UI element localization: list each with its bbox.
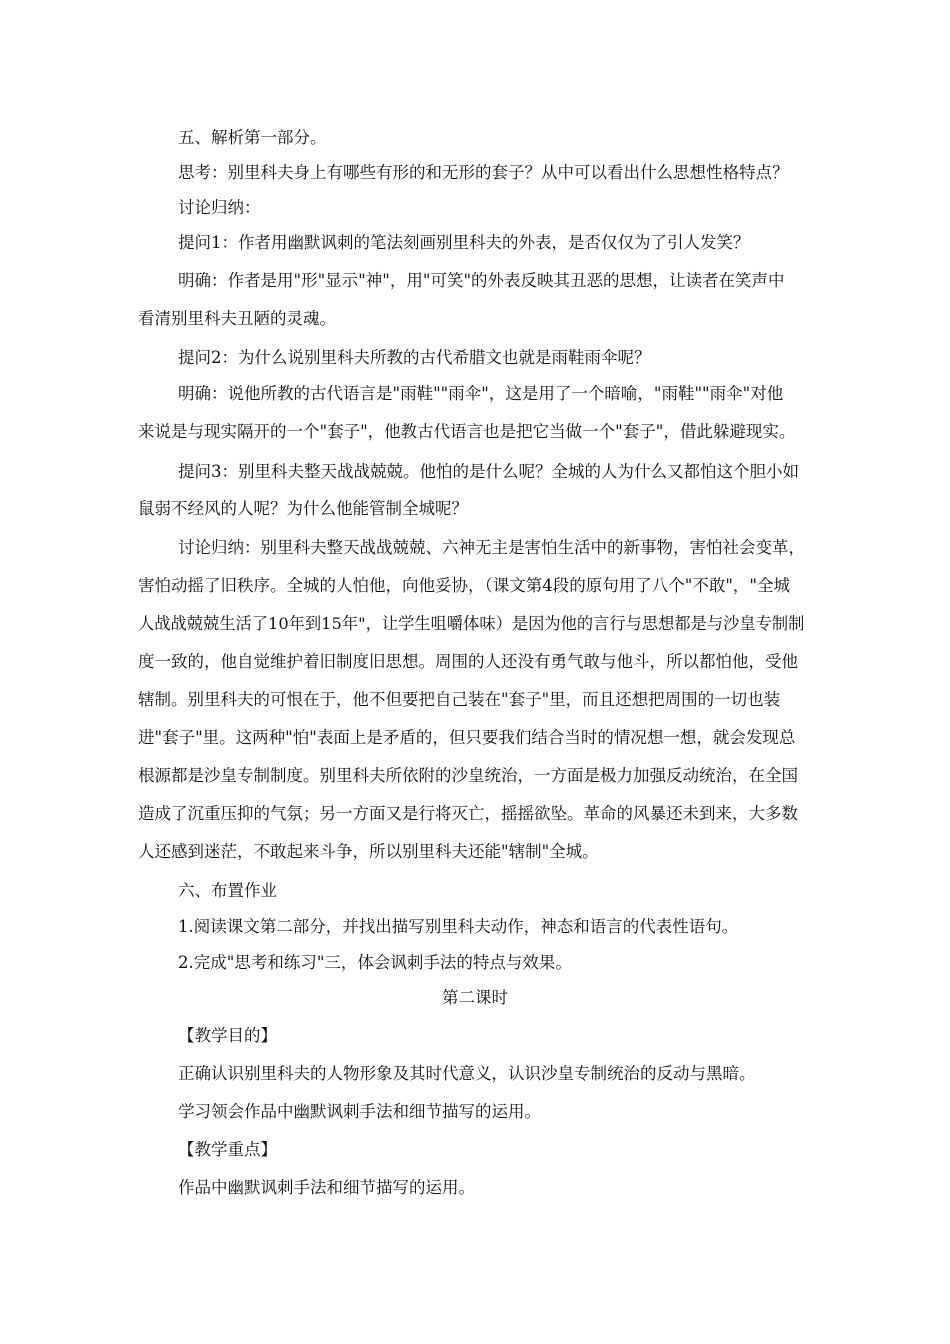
paragraph-discussion-line-1: 讨论归纳：别里科夫整天战战兢兢、六神无主是害怕生活中的新事物，害怕社会变革， <box>178 538 805 557</box>
homework-item-1: 1.阅读课文第二部分，并找出描写别里科夫动作，神态和语言的代表性语句。 <box>178 917 739 936</box>
lesson-title: 第二课时 <box>442 988 508 1007</box>
teaching-focus-text: 作品中幽默讽刺手法和细节描写的运用。 <box>178 1178 475 1197</box>
paragraph-question-2: 提问2：为什么说别里科夫所教的古代希腊文也就是雨鞋雨伞呢？ <box>178 348 651 367</box>
paragraph-discussion-line-8: 造成了沉重压抑的气氛；另一方面又是行将灭亡，摇摇欲坠。革命的风暴还未到来，大多数 <box>138 804 798 823</box>
paragraph-question-1: 提问1：作者用幽默讽刺的笔法刻画别里科夫的外表，是否仅仅为了引人发笑？ <box>178 233 750 252</box>
paragraph-discussion-line-5: 辖制。别里科夫的可恨在于，他不但要把自己装在"套子"里，而且还想把周围的一切也装 <box>138 690 781 709</box>
paragraph-discussion-line-2: 害怕动摇了旧秩序。全城的人怕他，向他妥协，（课文第4段的原句用了八个"不敢"，"全城 <box>138 576 791 595</box>
paragraph-discussion-line-6: 进"套子"里。这两种"怕"表面上是矛盾的，但只要我们结合当时的情况想一想，就会发现总 <box>138 728 796 747</box>
paragraph-question-3-line-2: 鼠弱不经风的人呢？为什么他能管制全城呢？ <box>138 499 468 518</box>
paragraph-answer-2-line-2: 来说是与现实隔开的一个"套子"，他教古代语言也是把它当做一个"套子"，借此躲避现实。 <box>138 422 796 441</box>
paragraph-answer-1-line-2: 看清别里科夫丑陋的灵魂。 <box>138 309 336 328</box>
paragraph-answer-1-line-1: 明确：作者是用"形"显示"神"，用"可笑"的外表反映其丑恶的思想，让读者在笑声中 <box>178 271 785 290</box>
homework-item-2: 2.完成"思考和练习"三，体会讽刺手法的特点与效果。 <box>178 953 572 972</box>
paragraph-discussion-line-9: 人还感到迷茫，不敢起来斗争，所以别里科夫还能"辖制"全城。 <box>138 842 599 861</box>
teaching-goals-heading: 【教学目的】 <box>178 1026 277 1045</box>
section-heading-5: 五、解析第一部分。 <box>178 128 327 147</box>
teaching-goal-2: 学习领会作品中幽默讽刺手法和细节描写的运用。 <box>178 1102 541 1121</box>
section-heading-6: 六、布置作业 <box>178 881 277 900</box>
paragraph-discussion-label: 讨论归纳： <box>178 198 261 217</box>
paragraph-discussion-line-3: 人战战兢兢生活了10年到15年"，让学生咀嚼体味）是因为他的言行与思想都是与沙皇专制制 <box>138 614 805 633</box>
paragraph-question-3-line-1: 提问3：别里科夫整天战战兢兢。他怕的是什么呢？全城的人为什么又都怕这个胆小如 <box>178 462 799 481</box>
paragraph-discussion-line-4: 度一致的，他自觉维护着旧制度旧思想。周围的人还没有勇气敢与他斗，所以都怕他，受他 <box>138 652 798 671</box>
paragraph-answer-2-line-1: 明确：说他所教的古代语言是"雨鞋""雨伞"，这是用了一个暗喻，"雨鞋""雨伞"对他 <box>178 384 784 403</box>
paragraph-think: 思考：别里科夫身上有哪些有形的和无形的套子？从中可以看出什么思想性格特点？ <box>178 163 789 182</box>
paragraph-discussion-line-7: 根源都是沙皇专制制度。别里科夫所依附的沙皇统治，一方面是极力加强反动统治，在全国 <box>138 766 798 785</box>
teaching-goal-1: 正确认识别里科夫的人物形象及其时代意义，认识沙皇专制统治的反动与黑暗。 <box>178 1064 756 1083</box>
teaching-focus-heading: 【教学重点】 <box>178 1140 277 1159</box>
